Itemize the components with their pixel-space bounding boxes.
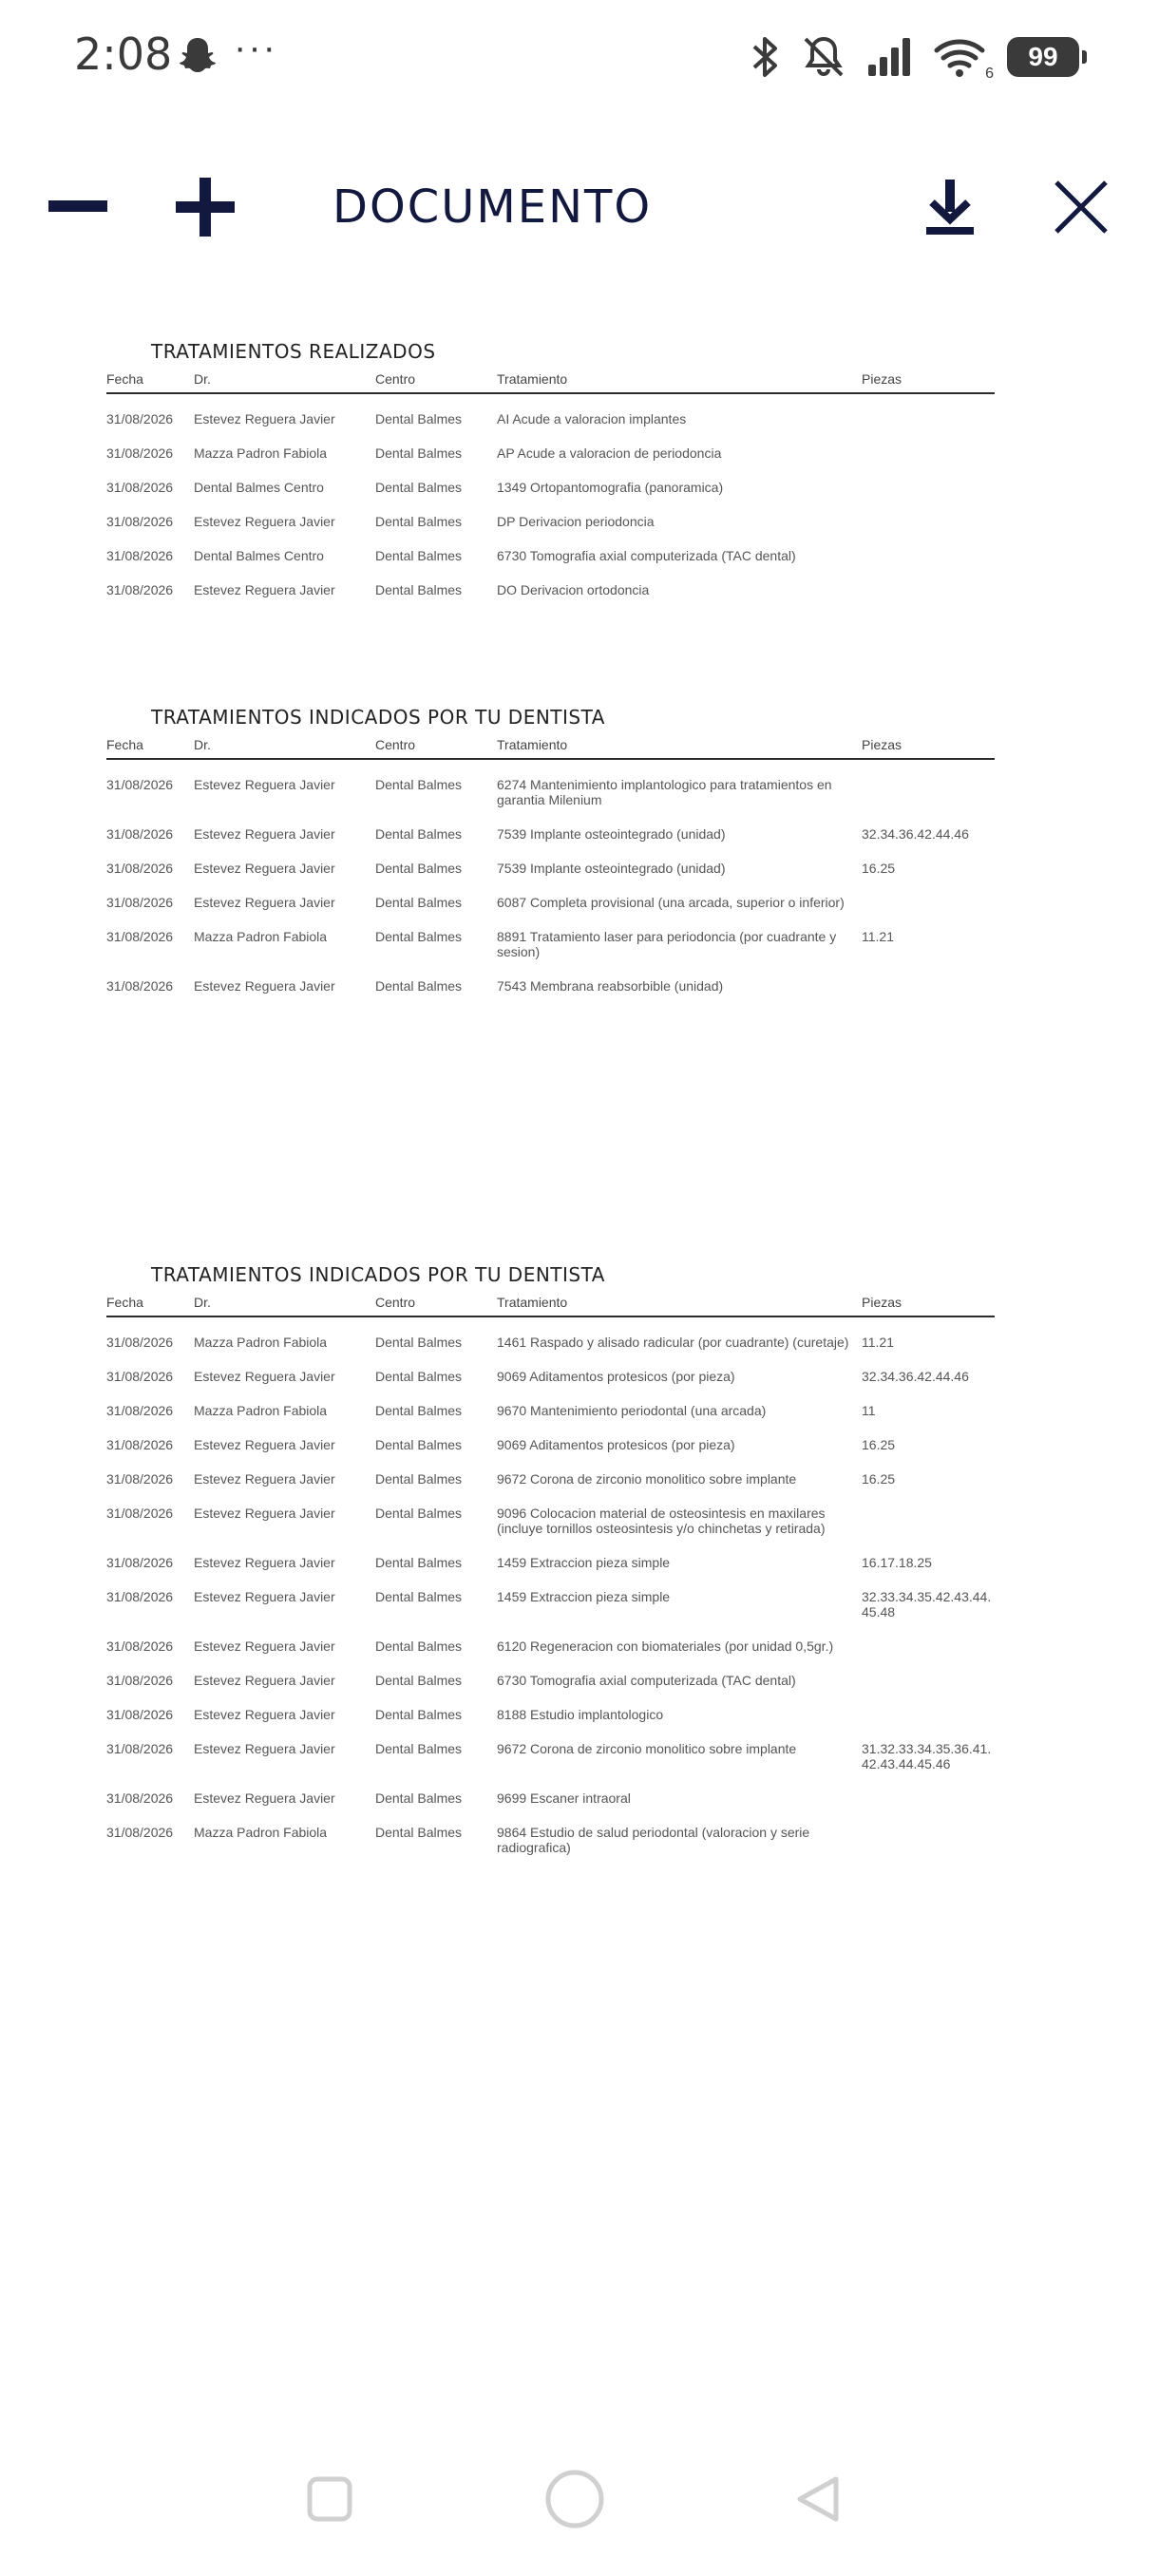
cell-piezas <box>862 480 995 495</box>
cell-piezas <box>862 1825 995 1855</box>
cell-piezas <box>862 411 995 426</box>
cell-tratamiento: AI Acude a valoracion implantes <box>497 411 687 426</box>
cell-tratamiento: 7539 Implante osteointegrado (unidad) <box>497 826 726 842</box>
cell-dr: Estevez Reguera Javier <box>194 1437 335 1452</box>
table-row <box>106 826 995 842</box>
table-body <box>106 777 995 994</box>
home-button[interactable] <box>542 2468 608 2534</box>
cell-piezas: 11.21 <box>862 1335 894 1350</box>
cell-tratamiento: 9069 Aditamentos protesicos (por pieza) <box>497 1437 735 1452</box>
cell-piezas <box>862 1790 995 1806</box>
cell-fecha: 31/08/2026 <box>106 1589 174 1604</box>
cell-tratamiento: 1461 Raspado y alisado radicular (por cuadrante) (curetaje) <box>497 1335 849 1350</box>
cell-dr: Estevez Reguera Javier <box>194 777 335 792</box>
cell-fecha: 31/08/2026 <box>106 1437 174 1452</box>
table-row <box>106 1707 995 1722</box>
cell-piezas <box>862 582 995 597</box>
system-navigation-bar <box>0 2451 1159 2546</box>
table-row <box>106 548 995 563</box>
back-button[interactable] <box>785 2468 851 2534</box>
cell-dr: Estevez Reguera Javier <box>194 582 335 597</box>
cell-piezas: 16.17.18.25 <box>862 1555 932 1570</box>
snapchat-notification-icon <box>179 36 217 76</box>
cell-tratamiento: 1349 Ortopantomografia (panoramica) <box>497 480 724 495</box>
cell-piezas: 16.25 <box>862 861 896 876</box>
cell-centro: Dental Balmes <box>375 895 463 910</box>
cell-dr: Estevez Reguera Javier <box>194 1471 335 1487</box>
cell-tratamiento: 9672 Corona de zirconio monolitico sobre implante <box>497 1471 797 1487</box>
cell-dr: Mazza Padron Fabiola <box>194 929 328 944</box>
cell-dr: Mazza Padron Fabiola <box>194 1825 328 1840</box>
table-row <box>106 777 995 807</box>
cell-fecha: 31/08/2026 <box>106 861 174 876</box>
cell-tratamiento: 8891 Tratamiento laser para periodoncia (por cuadrante y sesion) <box>497 929 837 959</box>
square-icon <box>307 2476 352 2527</box>
column-header-dr: Dr. <box>194 371 211 387</box>
cell-dr: Estevez Reguera Javier <box>194 1506 335 1521</box>
cell-dr: Mazza Padron Fabiola <box>194 1403 328 1418</box>
cell-centro: Dental Balmes <box>375 1506 463 1521</box>
cell-piezas <box>862 777 995 807</box>
status-bar <box>0 0 1159 114</box>
cell-piezas <box>862 514 995 529</box>
cell-dr: Estevez Reguera Javier <box>194 895 335 910</box>
cell-dr: Dental Balmes Centro <box>194 480 324 495</box>
table-row <box>106 1741 995 1771</box>
cell-tratamiento: DO Derivacion ortodoncia <box>497 582 650 597</box>
cell-piezas <box>862 978 995 994</box>
table-row <box>106 480 995 495</box>
table-row <box>106 929 995 959</box>
close-icon <box>1054 180 1109 239</box>
column-header-tratamiento: Tratamiento <box>497 1295 568 1310</box>
cell-dr: Estevez Reguera Javier <box>194 1555 335 1570</box>
cell-centro: Dental Balmes <box>375 1707 463 1722</box>
table-row <box>106 1506 995 1536</box>
cell-dr: Estevez Reguera Javier <box>194 978 335 994</box>
cell-fecha: 31/08/2026 <box>106 1555 174 1570</box>
column-header-piezas: Piezas <box>862 737 902 752</box>
cell-piezas: 32.34.36.42.44.46 <box>862 1369 969 1384</box>
cell-centro: Dental Balmes <box>375 1555 463 1570</box>
table-row <box>106 411 995 426</box>
section-title: TRATAMIENTOS INDICADOS POR TU DENTISTA <box>151 706 605 729</box>
back-triangle-icon <box>794 2475 842 2528</box>
column-header-fecha: Fecha <box>106 371 143 387</box>
cell-piezas <box>862 445 995 461</box>
cell-fecha: 31/08/2026 <box>106 514 174 529</box>
cell-dr: Estevez Reguera Javier <box>194 1741 335 1756</box>
cell-dr: Estevez Reguera Javier <box>194 861 335 876</box>
table-header <box>106 371 995 394</box>
cell-fecha: 31/08/2026 <box>106 1638 174 1654</box>
cell-tratamiento: 9864 Estudio de salud periodontal (valoracion y serie radiografica) <box>497 1825 810 1855</box>
column-header-piezas: Piezas <box>862 371 902 387</box>
cell-centro: Dental Balmes <box>375 548 463 563</box>
cell-piezas <box>862 1638 995 1654</box>
table-row <box>106 582 995 597</box>
cell-fecha: 31/08/2026 <box>106 1471 174 1487</box>
cell-dr: Estevez Reguera Javier <box>194 826 335 842</box>
cell-piezas <box>862 1707 995 1722</box>
column-header-centro: Centro <box>375 371 416 387</box>
close-button[interactable] <box>1043 171 1119 247</box>
signal-icon <box>866 36 914 78</box>
cell-tratamiento: 6730 Tomografia axial computerizada (TAC dental) <box>497 548 796 563</box>
cell-centro: Dental Balmes <box>375 1638 463 1654</box>
table-row <box>106 1369 995 1384</box>
cell-dr: Estevez Reguera Javier <box>194 514 335 529</box>
cell-centro: Dental Balmes <box>375 514 463 529</box>
cell-tratamiento: 1459 Extraccion pieza simple <box>497 1555 671 1570</box>
cell-tratamiento: 9670 Mantenimiento periodontal (una arcada) <box>497 1403 767 1418</box>
cell-fecha: 31/08/2026 <box>106 480 174 495</box>
cell-tratamiento: 9096 Colocacion material de osteosintesis en maxilares (incluye tornillos osteosintesis y/o chinchetas y retirada) <box>497 1506 826 1536</box>
cell-fecha: 31/08/2026 <box>106 777 174 792</box>
muted-bell-icon <box>800 33 847 81</box>
cell-piezas: 11.21 <box>862 929 894 944</box>
table-row <box>106 1790 995 1806</box>
cell-piezas: 16.25 <box>862 1437 896 1452</box>
table-body <box>106 411 995 597</box>
table-row <box>106 1673 995 1688</box>
cell-fecha: 31/08/2026 <box>106 895 174 910</box>
battery-indicator: 99 <box>1007 37 1079 77</box>
cell-fecha: 31/08/2026 <box>106 1825 174 1840</box>
cell-centro: Dental Balmes <box>375 1335 463 1350</box>
table-row <box>106 1638 995 1654</box>
cell-fecha: 31/08/2026 <box>106 1741 174 1756</box>
cell-piezas: 11 <box>862 1403 876 1418</box>
cell-fecha: 31/08/2026 <box>106 1790 174 1806</box>
cell-tratamiento: 7543 Membrana reabsorbible (unidad) <box>497 978 724 994</box>
cell-centro: Dental Balmes <box>375 411 463 426</box>
table-body <box>106 1335 995 1855</box>
cell-piezas: 31.32.33.34.35.36.41.42.43.44.45.46 <box>862 1741 992 1771</box>
cell-tratamiento: 9699 Escaner intraoral <box>497 1790 631 1806</box>
cell-piezas <box>862 895 995 910</box>
cell-dr: Mazza Padron Fabiola <box>194 1335 328 1350</box>
cell-dr: Estevez Reguera Javier <box>194 1589 335 1604</box>
table-row <box>106 861 995 876</box>
cell-fecha: 31/08/2026 <box>106 826 174 842</box>
cell-tratamiento: 1459 Extraccion pieza simple <box>497 1589 671 1604</box>
cell-centro: Dental Balmes <box>375 582 463 597</box>
cell-dr: Estevez Reguera Javier <box>194 1369 335 1384</box>
cell-fecha: 31/08/2026 <box>106 1506 174 1521</box>
table-row <box>106 1825 995 1855</box>
cell-dr: Dental Balmes Centro <box>194 548 324 563</box>
table-row <box>106 895 995 910</box>
cell-centro: Dental Balmes <box>375 1741 463 1756</box>
cell-tratamiento: 9069 Aditamentos protesicos (por pieza) <box>497 1369 735 1384</box>
column-header-fecha: Fecha <box>106 737 143 752</box>
column-header-centro: Centro <box>375 1295 416 1310</box>
cell-centro: Dental Balmes <box>375 861 463 876</box>
cell-centro: Dental Balmes <box>375 777 463 792</box>
zoom-out-button[interactable] <box>40 171 116 247</box>
cell-centro: Dental Balmes <box>375 1589 463 1604</box>
section-tratamientos-indicados-2 <box>106 1259 995 1874</box>
cell-centro: Dental Balmes <box>375 1403 463 1418</box>
wifi-badge: 6 <box>985 66 994 82</box>
cell-fecha: 31/08/2026 <box>106 1335 174 1350</box>
cell-tratamiento: 9672 Corona de zirconio monolitico sobre implante <box>497 1741 797 1756</box>
section-tratamientos-realizados <box>106 335 995 616</box>
download-icon <box>924 180 976 239</box>
cell-fecha: 31/08/2026 <box>106 548 174 563</box>
table-row <box>106 1335 995 1350</box>
table-header <box>106 737 995 760</box>
cell-centro: Dental Balmes <box>375 978 463 994</box>
cell-tratamiento: DP Derivacion periodoncia <box>497 514 655 529</box>
cell-centro: Dental Balmes <box>375 1437 463 1452</box>
table-row <box>106 1437 995 1452</box>
column-header-dr: Dr. <box>194 737 211 752</box>
cell-piezas <box>862 548 995 563</box>
cell-piezas: 32.33.34.35.42.43.44.45.48 <box>862 1589 992 1619</box>
table-row <box>106 978 995 994</box>
cell-tratamiento: 8188 Estudio implantologico <box>497 1707 664 1722</box>
cell-fecha: 31/08/2026 <box>106 1707 174 1722</box>
table-row <box>106 1589 995 1619</box>
column-header-fecha: Fecha <box>106 1295 143 1310</box>
cell-fecha: 31/08/2026 <box>106 1369 174 1384</box>
cell-piezas: 32.34.36.42.44.46 <box>862 826 969 842</box>
cell-tratamiento: 6274 Mantenimiento implantologico para tratamientos en garantia Milenium <box>497 777 832 807</box>
wifi-icon <box>933 35 994 82</box>
column-header-tratamiento: Tratamiento <box>497 371 568 387</box>
column-header-tratamiento: Tratamiento <box>497 737 568 752</box>
cell-centro: Dental Balmes <box>375 1790 463 1806</box>
cell-piezas <box>862 1506 995 1536</box>
cell-piezas <box>862 1673 995 1688</box>
cell-dr: Estevez Reguera Javier <box>194 1707 335 1722</box>
cell-dr: Estevez Reguera Javier <box>194 1790 335 1806</box>
cell-centro: Dental Balmes <box>375 1673 463 1688</box>
cell-dr: Estevez Reguera Javier <box>194 1673 335 1688</box>
cell-fecha: 31/08/2026 <box>106 929 174 944</box>
status-time: 2:08 <box>74 28 173 80</box>
minus-icon <box>48 200 107 218</box>
cell-centro: Dental Balmes <box>375 1369 463 1384</box>
cell-centro: Dental Balmes <box>375 445 463 461</box>
section-tratamientos-indicados-1 <box>106 701 995 1013</box>
cell-fecha: 31/08/2026 <box>106 582 174 597</box>
recent-apps-button[interactable] <box>296 2468 363 2534</box>
zoom-in-button[interactable] <box>167 171 243 247</box>
cell-centro: Dental Balmes <box>375 480 463 495</box>
cell-fecha: 31/08/2026 <box>106 411 174 426</box>
cell-fecha: 31/08/2026 <box>106 1673 174 1688</box>
document-title: DOCUMENTO <box>332 180 653 234</box>
cell-fecha: 31/08/2026 <box>106 445 174 461</box>
table-row <box>106 1555 995 1570</box>
document-toolbar <box>0 161 1159 256</box>
table-header <box>106 1295 995 1317</box>
cell-fecha: 31/08/2026 <box>106 978 174 994</box>
cell-centro: Dental Balmes <box>375 1471 463 1487</box>
cell-fecha: 31/08/2026 <box>106 1403 174 1418</box>
table-row <box>106 1471 995 1487</box>
table-row <box>106 514 995 529</box>
cell-tratamiento: 7539 Implante osteointegrado (unidad) <box>497 861 726 876</box>
cell-tratamiento: 6730 Tomografia axial computerizada (TAC dental) <box>497 1673 796 1688</box>
column-header-dr: Dr. <box>194 1295 211 1310</box>
cell-tratamiento: 6120 Regeneracion con biomateriales (por unidad 0,5gr.) <box>497 1638 834 1654</box>
more-notifications-icon: ··· <box>234 27 277 68</box>
cell-centro: Dental Balmes <box>375 1825 463 1840</box>
section-title: TRATAMIENTOS REALIZADOS <box>151 340 436 363</box>
cell-centro: Dental Balmes <box>375 929 463 944</box>
section-title: TRATAMIENTOS INDICADOS POR TU DENTISTA <box>151 1263 605 1286</box>
table-row <box>106 445 995 461</box>
table-row <box>106 1403 995 1418</box>
column-header-piezas: Piezas <box>862 1295 902 1310</box>
cell-dr: Mazza Padron Fabiola <box>194 445 328 461</box>
cell-dr: Estevez Reguera Javier <box>194 411 335 426</box>
cell-piezas: 16.25 <box>862 1471 896 1487</box>
status-icons <box>749 28 1079 85</box>
cell-tratamiento: 6087 Completa provisional (una arcada, superior o inferior) <box>497 895 845 910</box>
bluetooth-icon <box>749 33 781 81</box>
cell-tratamiento: AP Acude a valoracion de periodoncia <box>497 445 722 461</box>
cell-dr: Estevez Reguera Javier <box>194 1638 335 1654</box>
plus-icon <box>176 178 235 241</box>
cell-centro: Dental Balmes <box>375 826 463 842</box>
download-button[interactable] <box>912 171 988 247</box>
circle-icon <box>544 2469 605 2534</box>
column-header-centro: Centro <box>375 737 416 752</box>
